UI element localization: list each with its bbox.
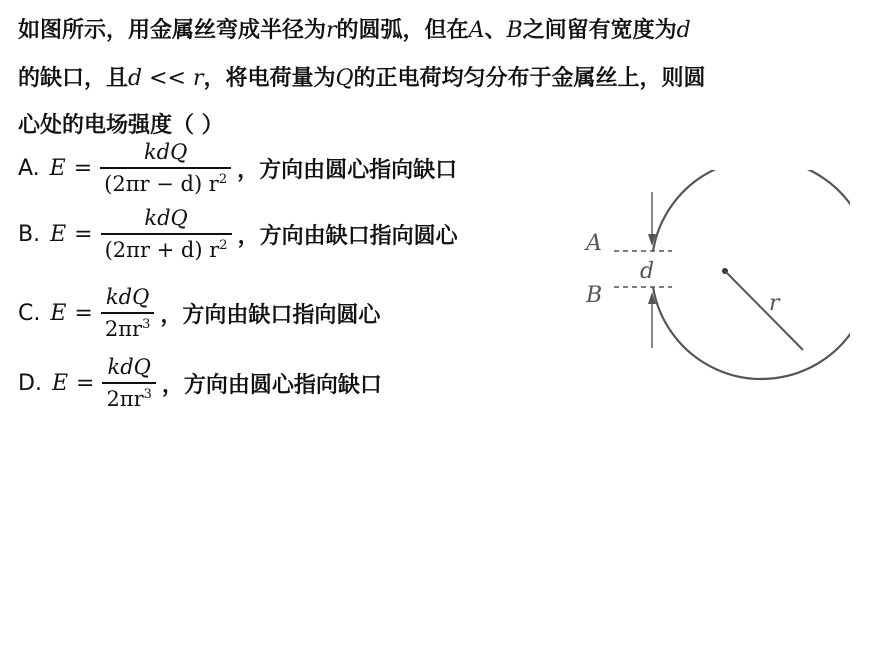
question-text: 的缺口，且 xyxy=(18,66,129,91)
label-b: B xyxy=(586,283,603,308)
option-text: ，方向由缺口指向圆心 xyxy=(237,223,458,249)
option-d[interactable] xyxy=(18,348,382,418)
var-E: E xyxy=(51,370,68,396)
option-letter: D. xyxy=(18,370,42,396)
condition-d-much-less-r: d << r xyxy=(128,66,204,91)
fraction-numerator: kdQ xyxy=(143,140,188,165)
option-text: ，方向由圆心指向缺口 xyxy=(161,372,382,398)
equals-sign: = xyxy=(74,221,93,247)
fraction-denominator: (2πr + d) $r^2$ xyxy=(104,237,228,262)
question-text: 如图所示，用金属丝弯成半径为 xyxy=(18,18,327,43)
var-d: d xyxy=(676,18,691,43)
option-letter: A. xyxy=(18,155,40,181)
fraction-numerator: kdQ xyxy=(105,285,150,310)
question-line-1 xyxy=(18,16,691,46)
question-text: 、 xyxy=(484,18,507,43)
option-a[interactable] xyxy=(18,133,457,203)
var-E: E xyxy=(50,300,67,326)
fraction-numerator: kdQ xyxy=(144,206,188,231)
wire-arc xyxy=(653,170,850,379)
equals-sign: = xyxy=(74,300,93,326)
option-letter: B. xyxy=(18,221,41,247)
fraction xyxy=(102,354,155,411)
option-letter: C. xyxy=(18,300,41,326)
var-E: E xyxy=(49,155,66,181)
var-r: r xyxy=(326,18,337,43)
fraction-numerator: kdQ xyxy=(107,355,151,380)
option-text: ，方向由缺口指向圆心 xyxy=(160,302,381,328)
var-A: A xyxy=(468,18,485,43)
var-B: B xyxy=(506,18,523,43)
question-text: 之间留有宽度为 xyxy=(522,18,677,43)
label-d: d xyxy=(640,259,655,284)
option-c[interactable] xyxy=(18,278,380,348)
fraction xyxy=(101,284,154,341)
question-line-2 xyxy=(18,64,706,94)
label-r: r xyxy=(769,291,780,316)
radius-line xyxy=(725,271,803,350)
label-a: A xyxy=(586,231,602,256)
option-b[interactable] xyxy=(18,199,458,269)
option-text: ，方向由圆心指向缺口 xyxy=(237,157,458,183)
equals-sign: = xyxy=(76,370,95,396)
fraction-denominator: $2\pi r^3$ xyxy=(106,386,152,411)
question-text: 心处的电场强度（ ） xyxy=(18,113,224,138)
fraction-denominator: (2πr − d) $r^2$ xyxy=(104,171,228,196)
fraction xyxy=(101,205,232,262)
question-text: ，将电荷量为 xyxy=(203,66,336,91)
equals-sign: = xyxy=(73,155,93,181)
var-Q: Q xyxy=(335,66,354,91)
fraction xyxy=(100,139,231,196)
fraction-denominator: $2\pi r^3$ xyxy=(104,316,151,341)
question-text: 的圆弧，但在 xyxy=(336,18,469,43)
var-E: E xyxy=(50,221,67,247)
question-text: 的正电荷均匀分布于金属丝上，则圆 xyxy=(353,66,706,91)
circle-arc-figure xyxy=(580,170,850,392)
